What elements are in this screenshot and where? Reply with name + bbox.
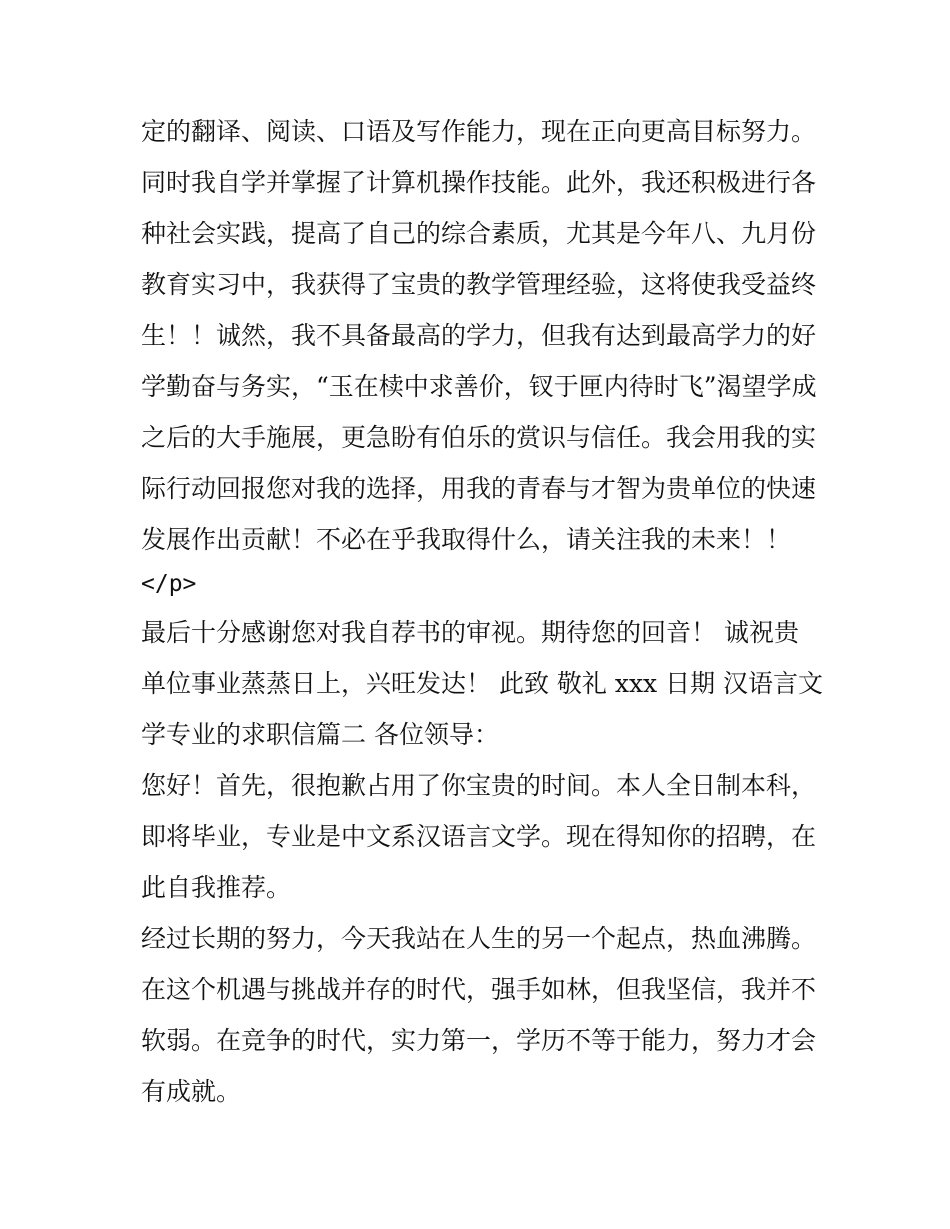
text-line: 即将毕业，专业是中文系汉语言文学。现在得知你的招聘，在 <box>141 822 817 851</box>
text-line: 教育实习中，我获得了宝贵的教学管理经验，这将使我受益终 <box>141 270 817 299</box>
text-line: 此自我推荐。 <box>141 873 292 902</box>
text-line: 单位事业蒸蒸日上，兴旺发达！ 此致 敬礼 xxx 日期 汉语言文 <box>141 669 824 698</box>
text-line: 学勤奋与务实，“玉在椟中求善价，钗于匣内待时飞”渴望学成 <box>141 372 817 401</box>
text-line: 生！！诚然，我不具备最高的学力，但我有达到最高学力的好 <box>141 321 817 350</box>
text-line: 定的翻译、阅读、口语及写作能力，现在正向更高目标努力。 <box>141 117 817 146</box>
text-line: 您好！首先，很抱歉占用了你宝贵的时间。本人全日制本科， <box>141 771 817 800</box>
text-line: 种社会实践，提高了自己的综合素质，尤其是今年八、九月份 <box>141 219 817 248</box>
text-line: 学专业的求职信篇二 各位领导： <box>141 720 499 749</box>
text-line: 同时我自学并掌握了计算机操作技能。此外，我还积极进行各 <box>141 168 817 197</box>
text-line: 最后十分感谢您对我自荐书的审视。期待您的回音！ 诚祝贵 <box>141 618 799 647</box>
text-line: 有成就。 <box>141 1077 242 1106</box>
text-line: 之后的大手施展，更急盼有伯乐的赏识与信任。我会用我的实 <box>141 423 817 452</box>
document-body <box>141 106 831 1117</box>
text-line: 在这个机遇与挑战并存的时代，强手如林，但我坚信，我并不 <box>141 975 817 1004</box>
html-tag-line: </p> <box>141 571 197 597</box>
text-line: 软弱。在竞争的时代，实力第一，学历不等于能力，努力才会 <box>141 1026 817 1055</box>
text-line: 经过长期的努力，今天我站在人生的另一个起点，热血沸腾。 <box>141 924 817 953</box>
text-line: 际行动回报您对我的选择，用我的青春与才智为贵单位的快速 <box>141 474 817 503</box>
text-line: 发展作出贡献！不必在乎我取得什么，请关注我的未来！！ <box>141 525 792 554</box>
